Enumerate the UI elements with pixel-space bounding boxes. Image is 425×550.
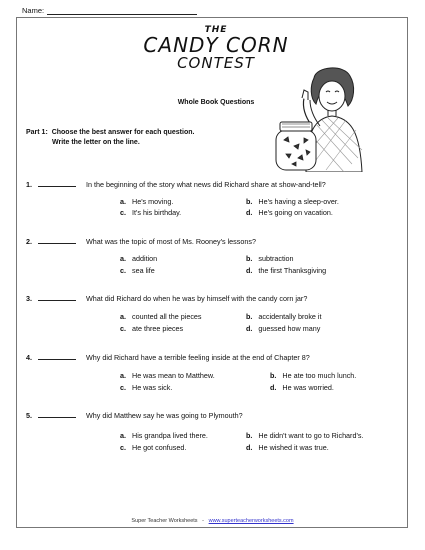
- question-number: 1.: [26, 180, 32, 189]
- footer-separator: -: [202, 518, 204, 524]
- footer: [0, 518, 425, 524]
- answer-blank[interactable]: [38, 352, 76, 360]
- part-label: Part 1:: [26, 129, 48, 136]
- option-a: a. His grandpa lived there.: [120, 431, 208, 440]
- name-label: Name:: [22, 6, 45, 15]
- answer-blank[interactable]: [38, 410, 76, 418]
- option-d: d. He was worried.: [270, 383, 334, 392]
- option-b: b. He's having a sleep-over.: [246, 197, 339, 206]
- question-5: [26, 410, 243, 420]
- question-text: What did Richard do when he was by himself with the candy corn jar?: [86, 294, 308, 303]
- question-number: 5.: [26, 411, 32, 420]
- directions: [26, 128, 194, 148]
- directions-line-2: Write the letter on the line.: [52, 139, 140, 146]
- name-blank[interactable]: [47, 6, 197, 15]
- option-b: b. accidentally broke it: [246, 312, 322, 321]
- option-a: a. He's moving.: [120, 197, 174, 206]
- footer-link[interactable]: www.superteacherworksheets.com: [208, 518, 294, 524]
- question-text: In the beginning of the story what news did Richard share at show-and-tell?: [86, 180, 326, 189]
- option-d: d. He wished it was true.: [246, 443, 329, 452]
- option-a: a. He was mean to Matthew.: [120, 371, 215, 380]
- question-text: Why did Matthew say he was going to Plymouth?: [86, 411, 243, 420]
- option-d: d. the first Thanksgiving: [246, 266, 327, 275]
- question-text: What was the topic of most of Ms. Rooney's lessons?: [86, 237, 256, 246]
- directions-text-1: Choose the best answer for each question.: [51, 129, 195, 136]
- option-d: d. He's going on vacation.: [246, 208, 333, 217]
- answer-blank[interactable]: [38, 236, 76, 244]
- question-1: [26, 179, 326, 189]
- option-c: c. sea life: [120, 266, 155, 275]
- footer-source: Super Teacher Worksheets: [131, 518, 198, 524]
- title-line-2: CANDY CORN: [143, 33, 289, 57]
- question-number: 3.: [26, 294, 32, 303]
- title-line-3: CONTEST: [177, 54, 255, 72]
- teacher-with-jar-illustration: [266, 64, 388, 172]
- option-c: c. He was sick.: [120, 383, 173, 392]
- question-2: [26, 236, 256, 246]
- option-b: b. He didn't want to go to Richard's.: [246, 431, 364, 440]
- option-a: a. addition: [120, 254, 158, 263]
- question-number: 4.: [26, 353, 32, 362]
- title-line-1: THE: [204, 25, 228, 35]
- option-d: d. guessed how many: [246, 324, 321, 333]
- question-number: 2.: [26, 237, 32, 246]
- option-c: c. He got confused.: [120, 443, 187, 452]
- question-4: [26, 352, 310, 362]
- answer-blank[interactable]: [38, 293, 76, 301]
- subtitle: Whole Book Questions: [177, 99, 255, 106]
- option-b: b. He ate too much lunch.: [270, 371, 357, 380]
- question-3: [26, 293, 307, 303]
- directions-line-1: [26, 128, 194, 138]
- option-a: a. counted all the pieces: [120, 312, 202, 321]
- name-field: [22, 6, 197, 15]
- option-b: b. subtraction: [246, 254, 294, 263]
- question-text: Why did Richard have a terrible feeling inside at the end of Chapter 8?: [86, 353, 310, 362]
- answer-blank[interactable]: [38, 179, 76, 187]
- option-c: c. It's his birthday.: [120, 208, 182, 217]
- option-c: c. ate three pieces: [120, 324, 184, 333]
